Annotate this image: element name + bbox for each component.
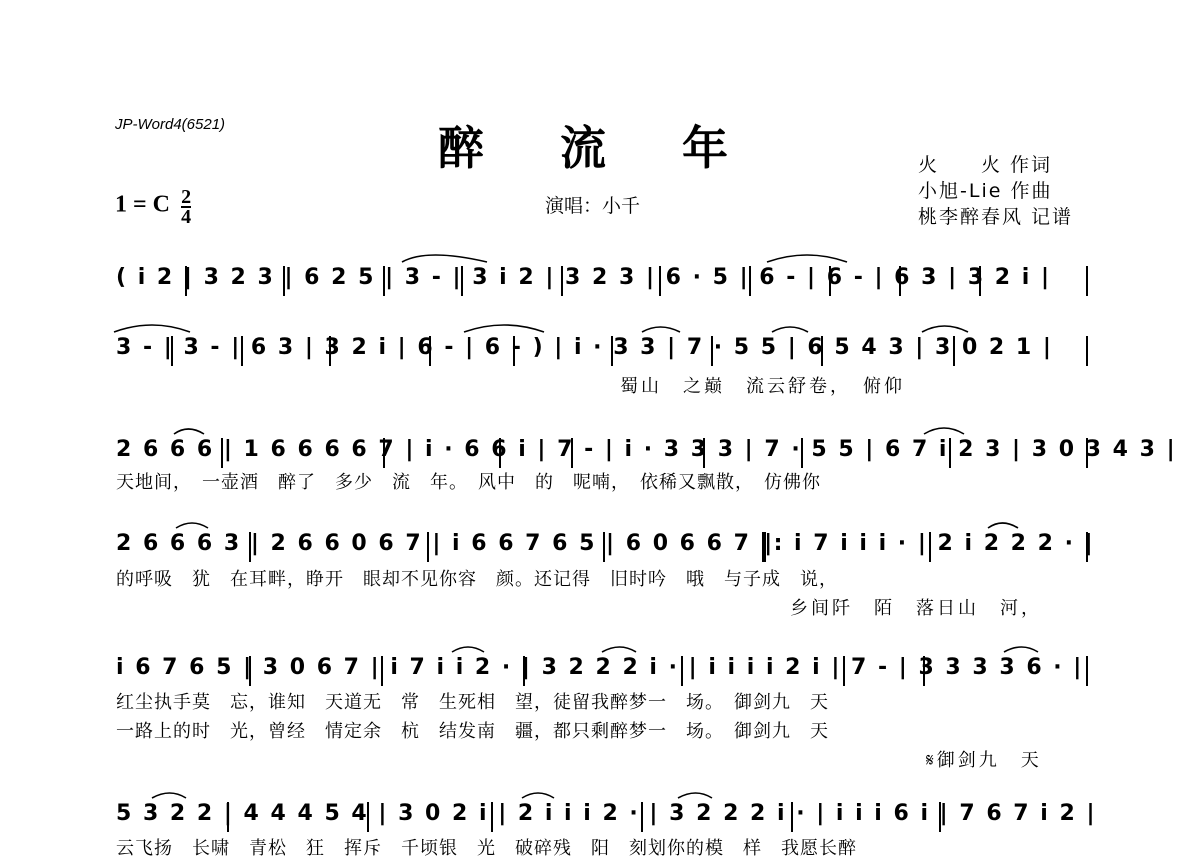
lyrics-line-6: 云飞扬 长啸 青松 狂 挥斥 千顷银 光 破碎残 阳 刻划你的模 样 我愿长醉 [116,838,857,859]
time-signature [181,188,191,226]
tie-arc [174,429,204,434]
tie-arc [402,255,487,262]
singer-label: 演唱：小千 [545,195,641,217]
notes-line-6: 5 3 2 2 | 4 4 4 5 4 | 3 0 2 i | 2 i i i 2 · | 3 2 2 2 i · | i i i 6 i | 7 6 7 i 2 | [116,801,1097,826]
lyrics-line-2: 蜀山 之巅 流云舒卷， 俯仰 [620,376,905,397]
tie-arc [1004,647,1038,652]
tie-arc [988,523,1018,528]
tie-arc [924,428,964,434]
tie-arc [176,523,208,528]
tie-arc [767,255,847,262]
notes-line-4: 2 6 6 6 3 | 2 6 6 0 6 7 | i 6 6 7 6 5 | 6 0 6 6 7 ‖: i 7 i i i · | 2 i 2 2 2 · | [116,531,1095,556]
credit-composer: 小旭-Lie 作曲 [918,180,1053,202]
lyrics-line-5a: 红尘执手莫 忘，谁知 天道无 常 生死相 望，徒留我醉梦一 场。 御剑九 天 [116,692,829,713]
notes-line-2: 3 - | 3 - | 6 3 | 3 2 i | 6 - | 6 - ) | i · 3 3 | 7 · 5 5 | 6 5 4 3 | 3 0 2 1 | [116,335,1053,360]
notes-line-5: i 6 7 6 5 | 3 0 6 7 | i 7 i i 2 · | 3 2 2 2 i · | i i i i 2 i | 7 - | 3 3 3 3 6 · | [116,655,1084,680]
key-signature: 1 = C [115,191,171,218]
tie-arc [602,647,636,652]
lyrics-line-5b: 一路上的时 光，曾经 情定余 杭 结发南 疆，都只剩醉梦一 场。 御剑九 天 [116,721,829,742]
song-title: 醉 流 年 [438,121,759,175]
notes-line-3: 2 6 6 6 | 1 6 6 6 6 7 | i · 6 6 i | 7 - | i · 3 3 3 | 7 · 5 5 | 6 7 i 2 3 | 3 0 3 4 3 | [116,437,1177,462]
lyrics-line-4b: 乡间阡 陌 落日山 河， [790,598,1042,619]
lyrics-line-4a: 的呼吸 犹 在耳畔，睁开 眼却不见你容 颜。还记得 旧时吟 哦 与子成 说， [116,569,838,590]
credit-lyricist: 火 火 作词 [918,154,1053,176]
lyrics-line-3: 天地间， 一壶酒 醉了 多少 流 年。 风中 的 呢喃， 依稀又飘散， 仿佛你 [116,472,821,493]
tie-arc [114,325,190,332]
tie-arc [678,793,712,798]
credit-transcriber: 桃李醉春风 记谱 [918,206,1074,228]
lyrics-line-5c: 𝄋御剑九 天 [926,750,1042,771]
tie-arc [452,647,484,652]
tie-arc [772,327,808,332]
time-signature-top: 2 [181,186,192,208]
software-label: JP-Word4(6521) [115,116,226,133]
tie-arc [642,327,680,332]
notes-line-1: ( i 2 | 3 2 3 | 6 2 5 | 3 - | 3 i 2 | 3 2 3 | 6 · 5 | 6 - | 6 - | 6 3 | 3 2 i | [116,265,1051,290]
key-time-signature [115,188,191,226]
time-signature-bottom: 4 [181,206,192,228]
tie-arc [522,793,554,798]
tie-arc [152,793,186,798]
tie-arc [922,326,968,332]
tie-arc [464,325,544,332]
